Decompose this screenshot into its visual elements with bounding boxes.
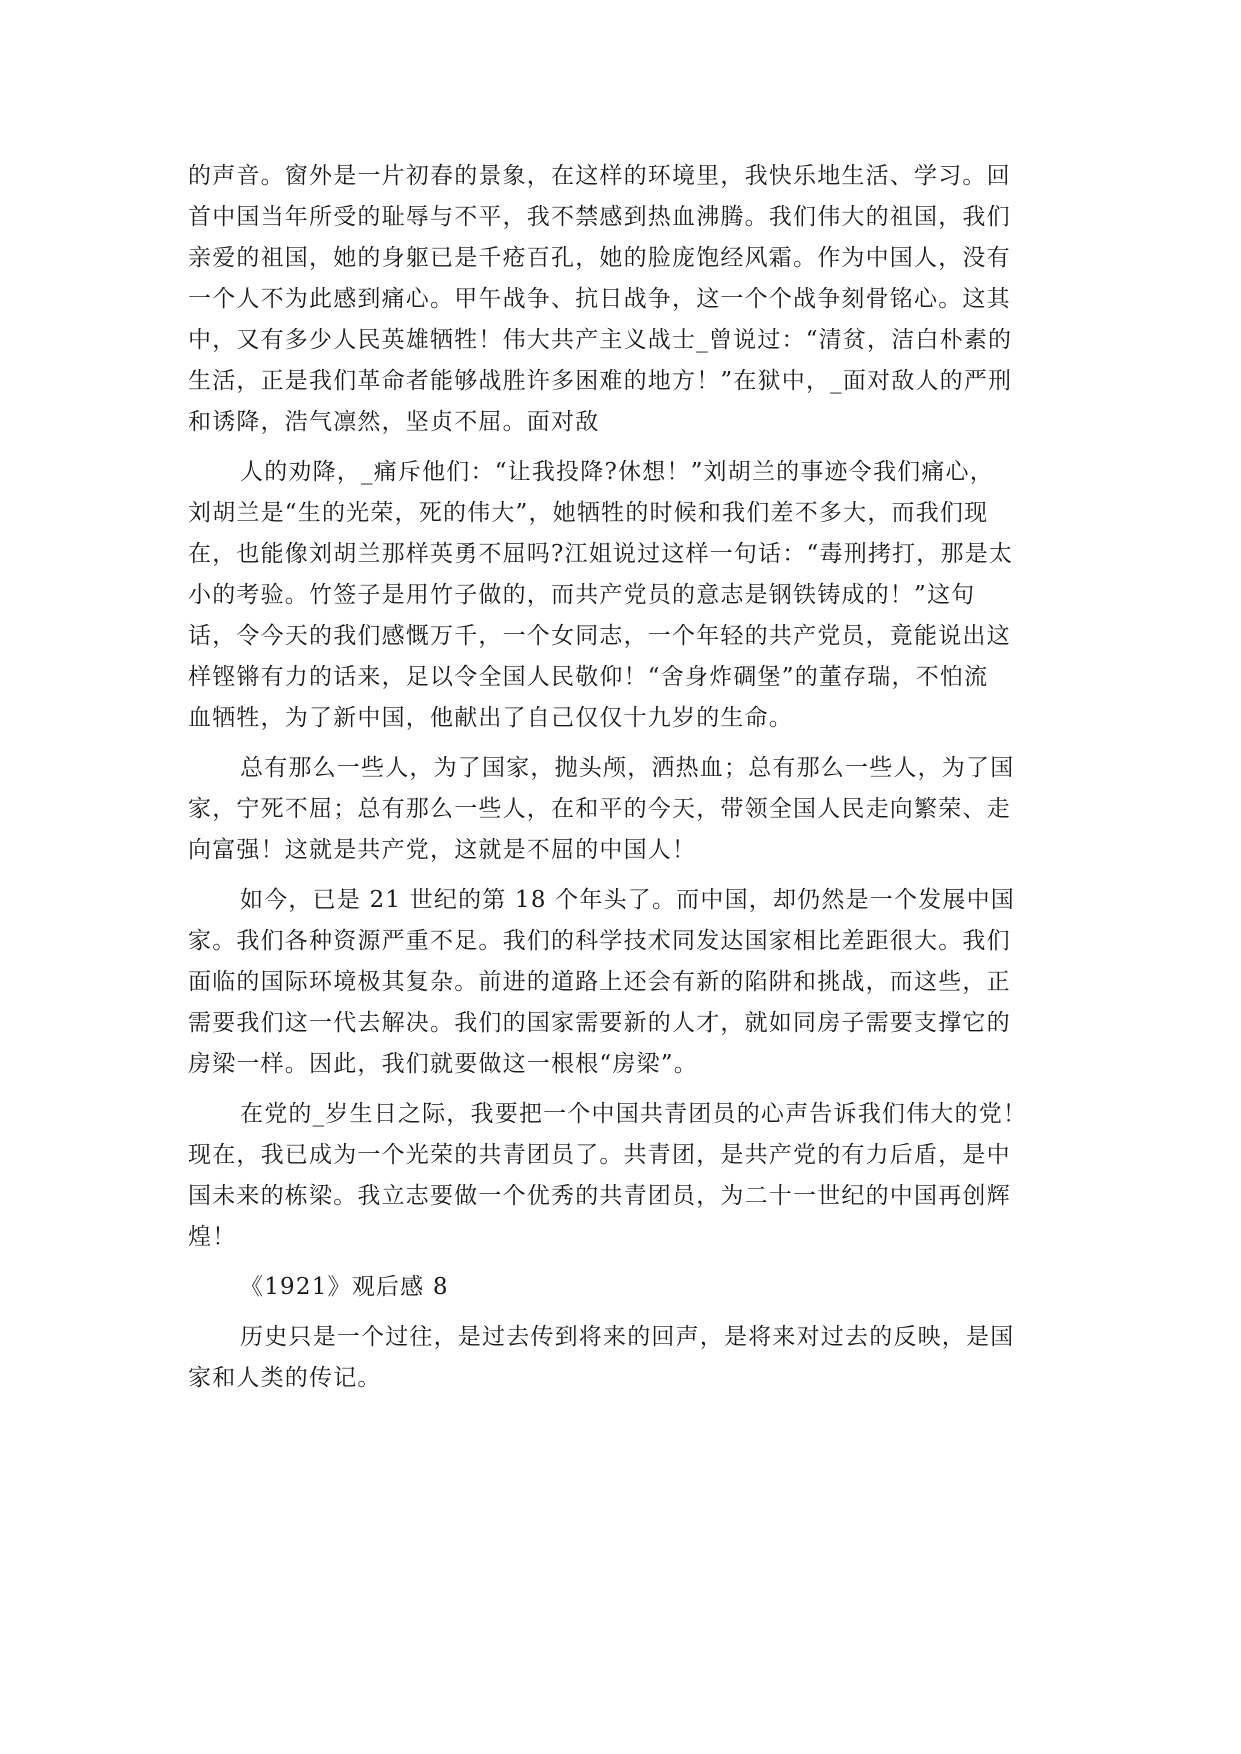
document-body xyxy=(188,156,1068,1399)
text-line: 首中国当年所受的耻辱与不平，我不禁感到热血沸腾。我们伟大的祖国，我们 xyxy=(188,204,1011,230)
text-line: 亲爱的祖国，她的身躯已是千疮百孔，她的脸庞饱经风霜。作为中国人，没有 xyxy=(188,245,1011,271)
text-line: 现在，我已成为一个光荣的共青团员了。共青团，是共产党的有力后盾，是中 xyxy=(188,1142,1011,1168)
paragraph xyxy=(188,880,1068,1085)
text-line: 家和人类的传记。 xyxy=(188,1365,382,1391)
text-line: 人的劝降，_痛斥他们：“让我投降?休想！”刘胡兰的事迹令我们痛心， xyxy=(240,459,994,485)
text-line: 历史只是一个过往，是过去传到将来的回声，是将来对过去的反映，是国 xyxy=(240,1324,1015,1350)
text-line: 国未来的栋梁。我立志要做一个优秀的共青团员，为二十一世纪的中国再创辉 xyxy=(188,1183,1011,1209)
text-line: 总有那么一些人，为了国家，抛头颅，洒热血；总有那么一些人，为了国 xyxy=(240,755,1015,781)
text-line: 家。我们各种资源严重不足。我们的科学技术同发达国家相比差距很大。我们 xyxy=(188,928,1011,954)
text-line: 血牺牲，为了新中国，他献出了自己仅仅十九岁的生命。 xyxy=(188,705,793,731)
paragraph xyxy=(188,1267,1068,1308)
text-line: 房梁一样。因此，我们就要做这一根根“房梁”。 xyxy=(188,1051,698,1077)
text-line: 如今，已是 21 世纪的第 18 个年头了。而中国，却仍然是一个发展中国 xyxy=(240,887,1015,913)
paragraph-gap xyxy=(188,443,1068,452)
text-line: 的声音。窗外是一片初春的景象，在这样的环境里，我快乐地生活、学习。回 xyxy=(188,163,1011,189)
text-line: 向富强！这就是共产党，这就是不屈的中国人！ xyxy=(188,837,697,863)
text-line: 在，也能像刘胡兰那样英勇不屈吗?江姐说过这样一句话：“毒刑拷打，那是太 xyxy=(188,541,1014,567)
text-line: 和诱降，浩气凛然，坚贞不屈。面对敌 xyxy=(188,409,600,435)
paragraph-gap xyxy=(188,1085,1068,1094)
text-line: 面临的国际环境极其复杂。前进的道路上还会有新的陷阱和挑战，而这些，正 xyxy=(188,969,1011,995)
text-line: 需要我们这一代去解决。我们的国家需要新的人才，就如同房子需要支撑它的 xyxy=(188,1010,1011,1036)
paragraph-gap xyxy=(188,1308,1068,1317)
text-line: 煌！ xyxy=(188,1224,237,1250)
paragraph xyxy=(188,452,1068,739)
text-line: 中，又有多少人民英雄牺牲！伟大共产主义战士_曾说过：“清贫，洁白朴素的 xyxy=(188,327,1013,353)
text-line: 在党的_岁生日之际，我要把一个中国共青团员的心声告诉我们伟大的党！ xyxy=(240,1101,1028,1127)
paragraph xyxy=(188,748,1068,871)
text-line: 《1921》观后感 8 xyxy=(240,1274,449,1300)
text-line: 一个人不为此感到痛心。甲午战争、抗日战争，这一个个战争刻骨铭心。这其 xyxy=(188,286,1011,312)
paragraph xyxy=(188,1317,1068,1399)
paragraph-gap xyxy=(188,1258,1068,1267)
text-line: 家，宁死不屈；总有那么一些人，在和平的今天，带领全国人民走向繁荣、走 xyxy=(188,796,1011,822)
text-line: 话，令今天的我们感慨万千，一个女同志，一个年轻的共产党员，竟能说出这 xyxy=(188,623,1011,649)
paragraph-gap xyxy=(188,871,1068,880)
paragraph-gap xyxy=(188,739,1068,748)
text-line: 生活，正是我们革命者能够战胜许多困难的地方！”在狱中，_面对敌人的严刑 xyxy=(188,368,1013,394)
text-line: 刘胡兰是“生的光荣，死的伟大”，她牺牲的时候和我们差不多大，而我们现 xyxy=(188,500,989,526)
paragraph xyxy=(188,156,1068,443)
text-line: 小的考验。竹签子是用竹子做的，而共产党员的意志是钢铁铸成的！”这句 xyxy=(188,582,976,608)
text-line: 样铿锵有力的话来，足以令全国人民敬仰！“舍身炸碉堡”的董存瑞，不怕流 xyxy=(188,664,989,690)
paragraph xyxy=(188,1094,1068,1258)
